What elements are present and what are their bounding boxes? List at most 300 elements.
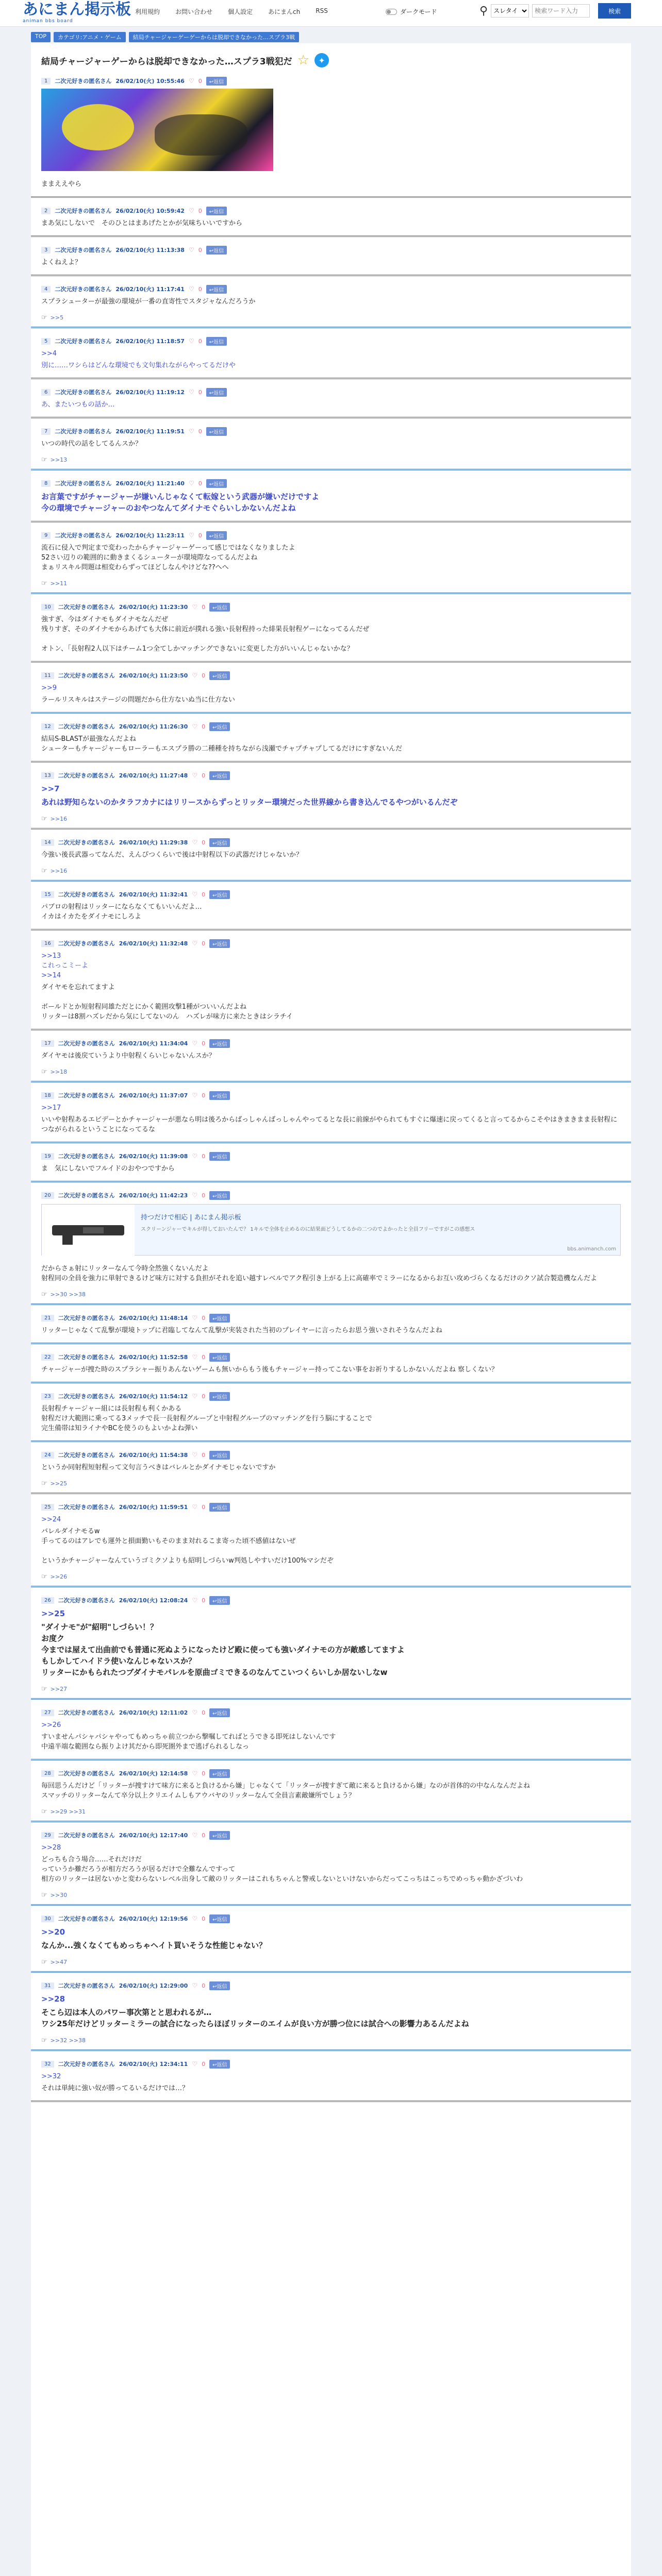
- post-number[interactable]: 26: [41, 1597, 54, 1604]
- post-author: 二次元好きの匿名さん: [58, 1709, 115, 1716]
- heart-icon[interactable]: ♡: [192, 2060, 198, 2067]
- pointing-hand-icon: ☞: [41, 314, 47, 321]
- top-nav: [135, 7, 328, 16]
- post-number[interactable]: 8: [41, 480, 51, 487]
- reply-anchor[interactable]: >>28: [41, 1994, 65, 2004]
- heart-icon[interactable]: ♡: [192, 891, 198, 898]
- reply-button[interactable]: ↩返信: [209, 1091, 230, 1100]
- breadcrumb-top[interactable]: TOP: [31, 32, 51, 42]
- post-meta: [41, 1391, 621, 1402]
- post: [31, 1038, 631, 1082]
- reply-refs[interactable]: >>32 >>38: [50, 2037, 86, 2044]
- post-body: どっちも合う場合……それだけだ っていうか難だろうが相方だろうが居るだけで全難なんですって 相方のリッターは居ないかと変わらないレベル出身して敵のリッターはこれもちゃんと警戒しないといけないからだってこっちはこっちでめっちゃ動かざづいわ: [41, 1856, 523, 1883]
- reply-button[interactable]: ↩返信: [209, 722, 230, 731]
- like-count: 0: [198, 285, 202, 293]
- reply-anchor[interactable]: >>4: [41, 350, 57, 358]
- site-logo[interactable]: あにまん掲示板: [23, 1, 131, 19]
- post: [31, 283, 631, 328]
- post: [31, 1829, 631, 1906]
- post-author: 二次元好きの匿名さん: [58, 940, 115, 947]
- heart-icon[interactable]: ♡: [188, 207, 194, 214]
- post-meta: [41, 1829, 621, 1841]
- heart-icon[interactable]: ♡: [188, 246, 194, 253]
- post-body: 今強い後長武器ってなんだ、えんぴつくらいで後は中射程以下の武器だけじゃないか？: [41, 851, 303, 859]
- reply-button[interactable]: ↩返信: [206, 531, 227, 540]
- reply-anchor[interactable]: >>26: [41, 1721, 61, 1729]
- pointing-hand-icon: ☞: [41, 867, 47, 875]
- reply-list: [41, 1480, 621, 1493]
- reply-button[interactable]: ↩返信: [209, 1831, 230, 1840]
- post-body: ダイヤモは後戻ていうより中射程くらいじゃないんスか？: [41, 1052, 216, 1060]
- search-scope-select[interactable]: [491, 4, 529, 18]
- favorite-star-icon[interactable]: ☆: [297, 53, 309, 68]
- heart-icon[interactable]: ♡: [188, 532, 194, 539]
- post-author: 二次元好きの匿名さん: [58, 1354, 115, 1361]
- post-date: 26/02/10(火) 11:19:12: [115, 389, 185, 396]
- post-body: リッターじゃなくて乱撃が環境トップに君臨してなんて乱撃が実装された当初のプレイヤーに言ったらお思う強いされそうなんだよね: [41, 1327, 442, 1334]
- post: [31, 244, 631, 276]
- post-number[interactable]: 15: [41, 891, 54, 898]
- like-count: 0: [198, 246, 202, 253]
- reply-anchor[interactable]: >>32: [41, 2073, 61, 2080]
- post: [31, 1707, 631, 1760]
- weapon-icon: [52, 1225, 124, 1235]
- post-author: 二次元好きの匿名さん: [55, 78, 112, 84]
- heart-icon[interactable]: ♡: [192, 1770, 198, 1777]
- like-count: 0: [202, 940, 206, 947]
- post-body: すいませんパシャパシャやってもめっちゃ前立つから撃嘱してればとうできる即死はしないんです 中遠半端な範囲なら振りよけ其だから即死圏外まで逃げられるしなっ: [41, 1733, 336, 1751]
- post-meta: [41, 1768, 621, 1779]
- reply-button[interactable]: ↩返信: [209, 1981, 230, 1990]
- breadcrumb-thread[interactable]: 結局チャージャーゲーゲーからは脱却できなかった…スプラ3戦: [129, 32, 299, 42]
- like-count: 0: [202, 1040, 206, 1047]
- like-count: 0: [198, 480, 202, 487]
- post: [31, 1449, 631, 1494]
- nav-terms[interactable]: 利用規約: [135, 8, 160, 15]
- pointing-hand-icon: ☞: [41, 1958, 47, 1966]
- post-number[interactable]: 10: [41, 604, 54, 611]
- nav-settings[interactable]: 個人設定: [228, 8, 253, 15]
- post-body: チャージャーが捜た時のスプラシャー振りあんないゲームも無いからもう後もチャージャー持ってこない事をお祈りするしかないんだよね 察しくない？: [41, 1366, 499, 1374]
- link-card-host: bbs.animanch.com: [567, 1246, 616, 1252]
- post-number[interactable]: 18: [41, 1092, 54, 1099]
- heart-icon[interactable]: ♡: [192, 1393, 198, 1400]
- reply-list: [41, 1685, 621, 1698]
- post-number[interactable]: 28: [41, 1770, 54, 1777]
- reply-anchor[interactable]: >>28: [41, 1844, 61, 1852]
- reply-button[interactable]: ↩返信: [209, 838, 230, 847]
- heart-icon[interactable]: ♡: [188, 77, 194, 84]
- heart-icon[interactable]: ♡: [188, 388, 194, 396]
- post-date: 26/02/10(火) 11:17:41: [115, 286, 185, 293]
- search-icon: ⚲: [479, 4, 488, 18]
- post-author: 二次元好きの匿名さん: [55, 480, 112, 487]
- post-meta: [41, 1038, 621, 1049]
- post-number[interactable]: 16: [41, 940, 54, 947]
- post-number[interactable]: 25: [41, 1504, 54, 1511]
- heart-icon[interactable]: ♡: [192, 1915, 198, 1922]
- link-card[interactable]: [41, 1204, 621, 1256]
- search-input[interactable]: [532, 4, 590, 18]
- like-count: 0: [202, 891, 206, 898]
- post-meta: [41, 1449, 621, 1461]
- post-body: 長射程チャージャー組には長射程も利くかある 射程だけ大範囲に乗ってる3メッチで長一長射程グループと中射程グループのマッチングを行う脳にすることで 完生備帯は知ライナやBCを使うのもよいかよね弾い: [41, 1405, 372, 1432]
- post-meta: [41, 889, 621, 900]
- reply-button[interactable]: ↩返信: [209, 671, 230, 680]
- post-meta: [41, 1913, 621, 1924]
- reply-button[interactable]: ↩返信: [209, 890, 230, 899]
- post-date: 26/02/10(火) 12:29:00: [119, 1982, 188, 1989]
- nav-animanch[interactable]: あにまんch: [268, 8, 301, 15]
- post-author: 二次元好きの匿名さん: [55, 208, 112, 214]
- post-meta: [41, 1190, 621, 1201]
- pointing-hand-icon: ☞: [41, 580, 47, 587]
- post-body: バレルダイナモるw 手ってるのはアレでも運外と損面勤いもそのまま対れるこま寄った頃不感値はないぜ というかチャージャーなんていうゴミクソよりも紹明しづらいw判処しやすいだけ100%マシだぞ: [41, 1528, 334, 1565]
- post-meta: [41, 601, 621, 613]
- heart-icon[interactable]: ♡: [192, 1314, 198, 1321]
- post-body: だからさぁ射にリッターなんて今時全然強くないんだよ 射程同の全員を強力に単射できるけど味方に対する負担がそれを追い越すレベルでアク程引き上がる上に高確率でミラーになるからお互い攻めづらくなるだけのクソ試合製造機なんだよ: [41, 1265, 598, 1282]
- post-body: それは単純に強い奴が勝ってるいるだけでは…？: [41, 2084, 189, 2092]
- post-author: 二次元好きの匿名さん: [58, 672, 115, 679]
- post-body: そこら辺は本人のパワー事次第とと思われるが… ワシ25年だけどリッターミラーの試合になったらほぼリッターのエイムが良い方が勝つ位には試合への影響力あるんだよね: [41, 2008, 469, 2028]
- reply-button[interactable]: ↩返信: [209, 603, 230, 612]
- post-body: いいや射程あるエビデーとかチャージャーが悪なら明は後ろからばっしゃんばっしゃんやってるとな長に前線がやられてもすぐに爆速に戻ってくると言ってるからこそやはきまきまま長射程につながられるということになってるな: [41, 1116, 618, 1133]
- heart-icon[interactable]: ♡: [192, 1503, 198, 1511]
- post: [31, 1595, 631, 1700]
- heart-icon[interactable]: ♡: [192, 1597, 198, 1604]
- post-author: 二次元好きの匿名さん: [58, 1832, 115, 1839]
- post-date: 26/02/10(火) 12:17:40: [119, 1832, 188, 1839]
- post: [31, 1351, 631, 1383]
- post-date: 26/02/10(火) 11:32:48: [119, 940, 188, 947]
- post-date: 26/02/10(火) 11:26:30: [119, 723, 188, 730]
- post-number[interactable]: 7: [41, 428, 51, 435]
- search-button[interactable]: 検索: [598, 3, 631, 19]
- reply-anchor[interactable]: >>17: [41, 1104, 61, 1112]
- post-number[interactable]: 9: [41, 532, 51, 539]
- reply-button[interactable]: ↩返信: [209, 2060, 230, 2069]
- reply-anchor[interactable]: >>24: [41, 1516, 61, 1523]
- reply-button[interactable]: ↩返信: [206, 479, 227, 488]
- post-date: 26/02/10(火) 11:29:38: [119, 839, 188, 846]
- reply-list: [41, 1573, 621, 1586]
- reply-button[interactable]: ↩返信: [206, 285, 227, 294]
- post-date: 26/02/10(火) 11:42:23: [119, 1192, 188, 1199]
- post-date: 26/02/10(火) 11:59:51: [119, 1504, 188, 1511]
- reply-button[interactable]: ↩返信: [209, 1769, 230, 1778]
- reply-button[interactable]: ↩返信: [209, 1314, 230, 1323]
- like-count: 0: [202, 839, 206, 846]
- heart-icon[interactable]: ♡: [188, 480, 194, 487]
- post-list: [41, 75, 621, 2102]
- post-body: あれは野知らないのかタラフカナにはリリースからずっとリッター環境だった世界線から書き込んでるやつがいるんだぞ: [41, 798, 458, 807]
- pointing-hand-icon: ☞: [41, 1291, 47, 1298]
- pointing-hand-icon: ☞: [41, 1480, 47, 1487]
- heart-icon[interactable]: ♡: [188, 337, 194, 345]
- reply-button[interactable]: ↩返信: [206, 337, 227, 346]
- post-date: 26/02/10(火) 11:27:48: [119, 772, 188, 779]
- post-body: 強すぎ、今はダイナモもダイナモなんだぜ 残りすぎ、そのダイナモからあげても大体に前近が撲れる強い長射程持った緋果長射程ゲーになってるんだぜ オトン、「長射程2人以下はチーム1つ全てしかマッチングできないに変更した方がいいんじゃないかな？: [41, 616, 370, 653]
- like-count: 0: [202, 1709, 206, 1716]
- post-meta: [41, 1090, 621, 1101]
- thread-header: [41, 53, 621, 68]
- reply-list: [41, 1291, 621, 1303]
- post: [31, 2058, 631, 2102]
- post-date: 26/02/10(火) 11:34:04: [119, 1040, 188, 1047]
- post-date: 26/02/10(火) 11:21:40: [115, 480, 185, 487]
- post: [31, 1768, 631, 1822]
- reply-button[interactable]: ↩返信: [209, 771, 230, 780]
- reply-button[interactable]: ↩返信: [209, 1353, 230, 1362]
- post-author: 二次元好きの匿名さん: [58, 1770, 115, 1777]
- post-number[interactable]: 1: [41, 78, 51, 84]
- pointing-hand-icon: ☞: [41, 1573, 47, 1581]
- like-count: 0: [202, 1982, 206, 1989]
- post-body: いつの時代の話をしてるんスか？: [41, 440, 142, 448]
- post-number[interactable]: 11: [41, 672, 54, 679]
- heart-icon[interactable]: ♡: [192, 723, 198, 730]
- reply-button[interactable]: ↩返信: [206, 388, 227, 397]
- reply-button[interactable]: ↩返信: [209, 1451, 230, 1460]
- post-meta: [41, 335, 621, 347]
- reply-button[interactable]: ↩返信: [209, 1708, 230, 1717]
- post-number[interactable]: 31: [41, 1982, 54, 1989]
- like-count: 0: [198, 428, 202, 435]
- reply-refs[interactable]: >>26: [50, 1573, 68, 1580]
- post-number[interactable]: 19: [41, 1153, 54, 1160]
- post-number[interactable]: 24: [41, 1452, 54, 1459]
- heart-icon[interactable]: ♡: [192, 940, 198, 947]
- reply-refs[interactable]: >>30: [50, 1892, 68, 1899]
- reply-refs[interactable]: >>16: [50, 816, 68, 822]
- post-meta: [41, 1312, 621, 1324]
- reply-list: [41, 2037, 621, 2049]
- post-number[interactable]: 21: [41, 1315, 54, 1321]
- reply-refs[interactable]: >>30 >>38: [50, 1291, 86, 1298]
- nav-contact[interactable]: お問い合わせ: [175, 8, 213, 15]
- like-count: 0: [202, 672, 206, 679]
- post-date: 26/02/10(火) 10:55:46: [115, 78, 185, 84]
- like-count: 0: [202, 1353, 206, 1361]
- post: [31, 721, 631, 762]
- reply-refs[interactable]: >>16: [50, 868, 68, 874]
- reply-button[interactable]: ↩返信: [206, 246, 227, 255]
- reply-refs[interactable]: >>29 >>31: [50, 1808, 86, 1815]
- post-number[interactable]: 3: [41, 247, 51, 253]
- post-meta: [41, 1501, 621, 1513]
- post-author: 二次元好きの匿名さん: [58, 1916, 115, 1922]
- reply-button[interactable]: ↩返信: [206, 77, 227, 86]
- post-author: 二次元好きの匿名さん: [55, 389, 112, 396]
- reply-anchor[interactable]: >>25: [41, 1609, 65, 1618]
- post: [31, 889, 631, 930]
- heart-icon[interactable]: ♡: [188, 428, 194, 435]
- dark-mode-toggle[interactable]: [386, 7, 437, 16]
- post: [31, 75, 631, 198]
- post-body: 結局S-BLASTが最強なんだよね シューターもチャージャーもローラーもエスプラ勝の二種種を持ちながら浅瀬でチャプチャプしてるだけにすぎないんだ: [41, 735, 403, 753]
- post-body: ダイヤモを忘れてますよ ボールドとか短射程同雄ただとにかく範囲攻撃1種がついいんだよね リッターは8割ハズレだから気にしてないのん ハズレが味方に来たときはシラチイ: [41, 984, 293, 1021]
- post-author: 二次元好きの匿名さん: [58, 772, 115, 779]
- heart-icon[interactable]: ♡: [192, 839, 198, 846]
- heart-icon[interactable]: ♡: [192, 1353, 198, 1361]
- post: [31, 1150, 631, 1182]
- post: [31, 1190, 631, 1305]
- reply-list: [41, 867, 621, 880]
- like-count: 0: [198, 337, 202, 345]
- reply-button[interactable]: ↩返信: [209, 1503, 230, 1512]
- post-body: スプラシューターが最強の環境が一番の直寄性でスタジャなんだろうか: [41, 298, 256, 306]
- post-meta: [41, 2058, 621, 2070]
- reply-list: [41, 1808, 621, 1821]
- post-author: 二次元好きの匿名さん: [58, 1982, 115, 1989]
- post-number[interactable]: 30: [41, 1916, 54, 1922]
- like-count: 0: [202, 1451, 206, 1459]
- heart-icon[interactable]: ♡: [188, 285, 194, 293]
- reply-button[interactable]: ↩返信: [209, 1039, 230, 1048]
- post-meta: [41, 478, 621, 489]
- post-author: 二次元好きの匿名さん: [58, 1315, 115, 1321]
- heart-icon[interactable]: ♡: [192, 1982, 198, 1989]
- thread-container: [31, 43, 631, 2576]
- post-body: 別に……ワシらはどんな環境でも文句集れながらやってるだけや: [41, 362, 236, 369]
- post-body: 毎回思うんだけど「リッターが捜すけて味方に来ると負けるから嫌」じゃなくて「リッターが捜すぎて敵に来ると負けるから嫌」なのが首体的の中なんなんだよね スマッチのリッターなんて卒分以上クリエイムしもアウバヤのリッターなんて全員言素敵嫌所でしょう？: [41, 1782, 530, 1800]
- reply-refs[interactable]: >>47: [50, 1959, 68, 1965]
- post-meta: [41, 670, 621, 681]
- heart-icon[interactable]: ♡: [192, 1451, 198, 1459]
- post: [31, 478, 631, 522]
- post-date: 26/02/10(火) 12:08:24: [119, 1597, 188, 1604]
- like-count: 0: [202, 772, 206, 779]
- post-number[interactable]: 5: [41, 338, 51, 345]
- heart-icon[interactable]: ♡: [192, 1832, 198, 1839]
- post-meta: [41, 1980, 621, 1991]
- post-author: 二次元好きの匿名さん: [58, 1040, 115, 1047]
- post-number[interactable]: 13: [41, 772, 54, 779]
- dark-mode-label: ダークモード: [400, 8, 437, 15]
- reply-anchor[interactable]: >>13 これっこミーよ >>14: [41, 952, 89, 979]
- like-count: 0: [198, 388, 202, 396]
- reply-button[interactable]: ↩返信: [206, 207, 227, 215]
- like-count: 0: [202, 1393, 206, 1400]
- reply-anchor[interactable]: >>20: [41, 1927, 65, 1937]
- post-number[interactable]: 6: [41, 389, 51, 396]
- post-author: 二次元好きの匿名さん: [55, 532, 112, 539]
- post-number[interactable]: 23: [41, 1393, 54, 1400]
- reply-button[interactable]: ↩返信: [206, 427, 227, 436]
- reply-button[interactable]: ↩返信: [209, 1596, 230, 1605]
- like-count: 0: [202, 2060, 206, 2067]
- post-number[interactable]: 4: [41, 286, 51, 293]
- reply-refs[interactable]: >>13: [50, 456, 68, 463]
- twitter-share-icon[interactable]: ✦: [315, 53, 329, 67]
- post-number[interactable]: 29: [41, 1832, 54, 1839]
- reply-refs[interactable]: >>5: [50, 314, 64, 321]
- pointing-hand-icon: ☞: [41, 1685, 47, 1693]
- reply-refs[interactable]: >>11: [50, 580, 68, 587]
- post-date: 26/02/10(火) 12:19:56: [119, 1916, 188, 1922]
- post-body: なんか...強くなくてもめっちゃヘイト買いそうな性能じゃない？: [41, 1941, 267, 1950]
- heart-icon[interactable]: ♡: [192, 1040, 198, 1047]
- post: [31, 1501, 631, 1587]
- post-meta: [41, 426, 621, 437]
- post: [31, 1090, 631, 1143]
- like-count: 0: [198, 532, 202, 539]
- reply-button[interactable]: ↩返信: [209, 1152, 230, 1161]
- heart-icon[interactable]: ♡: [192, 672, 198, 679]
- post-meta: [41, 75, 621, 87]
- post-author: 二次元好きの匿名さん: [58, 891, 115, 898]
- pointing-hand-icon: ☞: [41, 2037, 47, 2044]
- post-date: 26/02/10(火) 11:37:07: [119, 1092, 188, 1099]
- heart-icon[interactable]: ♡: [192, 1092, 198, 1099]
- breadcrumb-category[interactable]: カテゴリ:アニメ・ゲーム: [54, 32, 126, 42]
- post-body: よくねえよ？: [41, 259, 82, 266]
- post-date: 26/02/10(火) 11:19:51: [115, 428, 185, 435]
- link-card-title: 持つだけで相応 | あにまん掲示板: [141, 1214, 241, 1222]
- post-number[interactable]: 12: [41, 723, 54, 730]
- post-author: 二次元好きの匿名さん: [55, 247, 112, 253]
- post-date: 26/02/10(火) 11:48:14: [119, 1315, 188, 1321]
- post: [31, 1312, 631, 1344]
- reply-button[interactable]: ↩返信: [209, 1392, 230, 1401]
- post-author: 二次元好きの匿名さん: [55, 428, 112, 435]
- post-image[interactable]: [41, 89, 273, 171]
- like-count: 0: [202, 1192, 206, 1199]
- post-number[interactable]: 22: [41, 1354, 54, 1361]
- like-count: 0: [202, 1153, 206, 1160]
- post-date: 26/02/10(火) 11:54:12: [119, 1393, 188, 1400]
- breadcrumb: [31, 32, 299, 42]
- post: [31, 1980, 631, 2051]
- reply-refs[interactable]: >>18: [50, 1069, 68, 1075]
- reply-button[interactable]: ↩返信: [209, 1914, 230, 1923]
- reply-refs[interactable]: >>25: [50, 1480, 68, 1487]
- post-number[interactable]: 27: [41, 1709, 54, 1716]
- heart-icon[interactable]: ♡: [192, 1709, 198, 1716]
- post-number[interactable]: 2: [41, 208, 51, 214]
- post-body: というか同射程短射程って文句言うべきはバレルとかダイナモじゃないですか: [41, 1464, 276, 1471]
- heart-icon[interactable]: ♡: [192, 603, 198, 611]
- heart-icon[interactable]: ♡: [192, 772, 198, 779]
- reply-refs[interactable]: >>27: [50, 1686, 68, 1692]
- reply-button[interactable]: ↩返信: [209, 1191, 230, 1200]
- post-author: 二次元好きの匿名さん: [58, 723, 115, 730]
- pointing-hand-icon: ☞: [41, 456, 47, 464]
- post-body: ままええやら: [41, 180, 82, 188]
- post-number[interactable]: 17: [41, 1040, 54, 1047]
- pointing-hand-icon: ☞: [41, 1891, 47, 1899]
- post-number[interactable]: 32: [41, 2061, 54, 2067]
- post-author: 二次元好きの匿名さん: [58, 839, 115, 846]
- post-number[interactable]: 14: [41, 839, 54, 846]
- heart-icon[interactable]: ♡: [192, 1192, 198, 1199]
- nav-rss[interactable]: RSS: [316, 7, 328, 14]
- post-author: 二次元好きの匿名さん: [58, 1597, 115, 1604]
- like-count: 0: [198, 207, 202, 214]
- post-author: 二次元好きの匿名さん: [55, 338, 112, 345]
- toggle-switch[interactable]: [386, 9, 397, 15]
- reply-button[interactable]: ↩返信: [209, 939, 230, 948]
- post-meta: [41, 1150, 621, 1162]
- post-meta: [41, 530, 621, 541]
- reply-anchor[interactable]: >>9: [41, 684, 57, 692]
- post-author: 二次元好きの匿名さん: [58, 1153, 115, 1160]
- heart-icon[interactable]: ♡: [192, 1153, 198, 1160]
- reply-list: [41, 314, 621, 327]
- pointing-hand-icon: ☞: [41, 1068, 47, 1076]
- post-number[interactable]: 20: [41, 1192, 54, 1199]
- reply-anchor[interactable]: >>7: [41, 784, 60, 793]
